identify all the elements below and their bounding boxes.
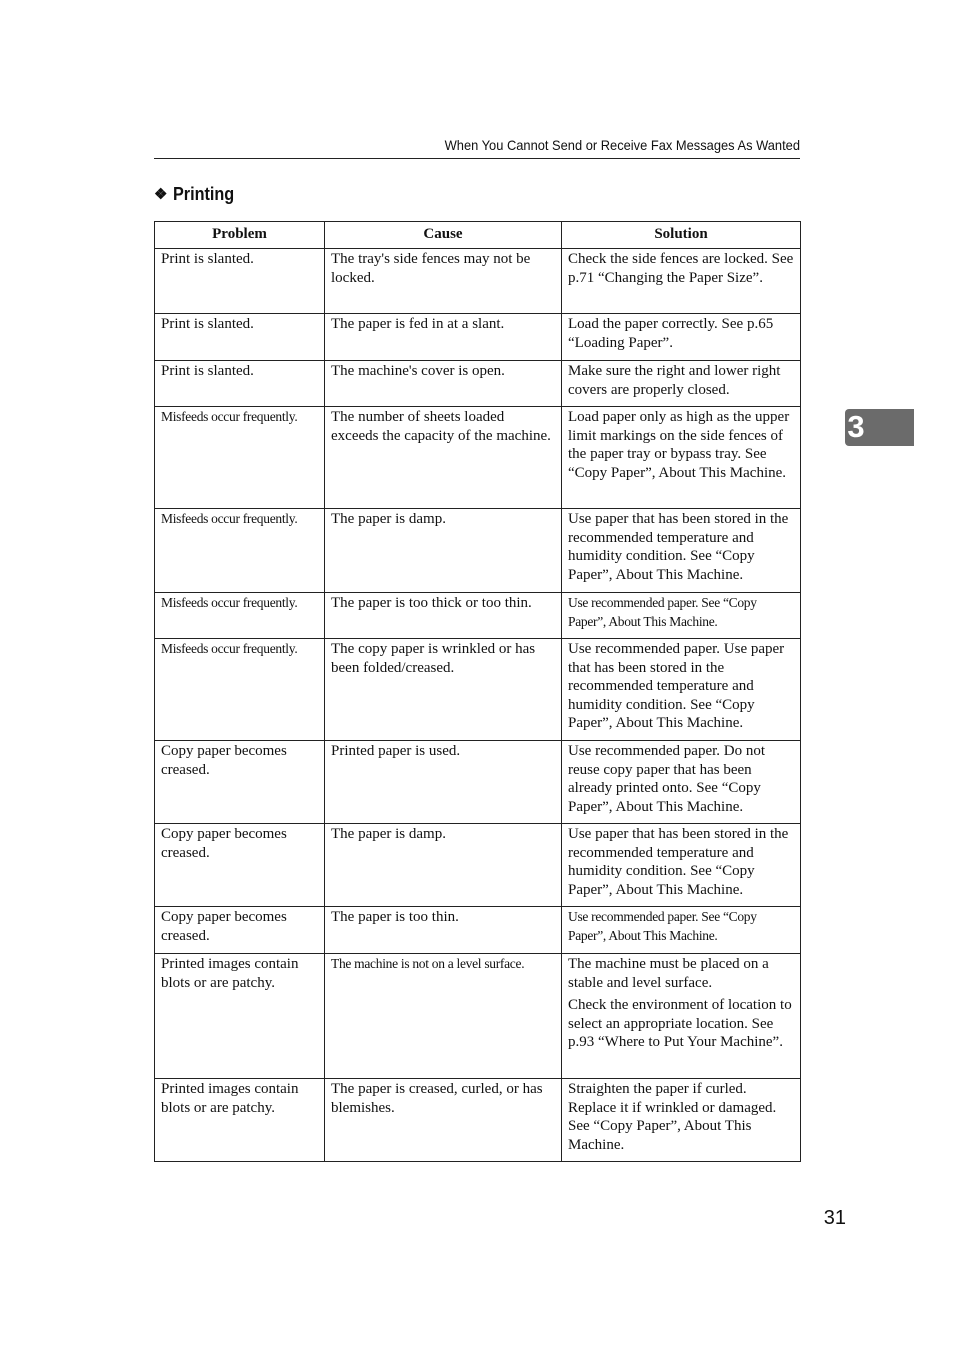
problem-text: Misfeeds occur frequently.	[161, 595, 298, 610]
solution-text: The machine must be placed on a stable and level surface.	[568, 956, 769, 991]
cause-text: The machine is not on a level surface.	[331, 956, 525, 971]
table-body	[155, 249, 801, 1162]
problem-cell	[155, 639, 325, 741]
chapter-number: 3	[847, 409, 865, 444]
solution-text: Straighten the paper if curled. Replace it if wrinkled or damaged. See “Copy Paper”, About This Machine.	[568, 1081, 777, 1153]
problem-cell	[155, 593, 325, 639]
solution-text: Use recommended paper. Do not reuse copy paper that has been already printed onto. See “Copy Paper”, About This Machine.	[568, 743, 766, 815]
column-header-solution: Solution	[562, 222, 801, 249]
problem-text: Print is slanted.	[161, 316, 254, 332]
solution-text: Check the environment of location to select an appropriate location. See p.93 “Where to Put Your Machine”.	[568, 997, 792, 1050]
problem-text: Misfeeds occur frequently.	[161, 641, 298, 656]
problem-text: Copy paper becomes creased.	[161, 909, 287, 944]
solution-cell	[562, 509, 801, 593]
cause-cell	[325, 407, 562, 509]
solution-text: Use recommended paper. See “Copy Paper”, About This Machine.	[568, 909, 757, 943]
cause-text: The paper is damp.	[331, 826, 446, 842]
solution-text: Use paper that has been stored in the recommended temperature and humidity condition. See “Copy Paper”, About This Machine.	[568, 511, 789, 583]
table-row	[155, 639, 801, 741]
cause-cell	[325, 593, 562, 639]
cause-cell	[325, 509, 562, 593]
problem-text: Print is slanted.	[161, 251, 254, 267]
cause-cell	[325, 954, 562, 1079]
problem-text: Misfeeds occur frequently.	[161, 409, 298, 424]
cause-cell	[325, 824, 562, 907]
solution-text: Use recommended paper. See “Copy Paper”, About This Machine.	[568, 595, 757, 629]
table-row	[155, 509, 801, 593]
problem-text: Print is slanted.	[161, 363, 254, 379]
table-row	[155, 361, 801, 407]
cause-text: Printed paper is used.	[331, 743, 461, 759]
section-heading	[154, 184, 241, 205]
table-row	[155, 1079, 801, 1162]
cause-cell	[325, 249, 562, 314]
cause-text: The number of sheets loaded exceeds the capacity of the machine.	[331, 409, 551, 444]
cause-cell	[325, 361, 562, 407]
solution-cell	[562, 249, 801, 314]
problem-text: Printed images contain blots or are patchy.	[161, 1081, 299, 1116]
troubleshooting-table	[154, 221, 801, 1162]
column-header-cause: Cause	[325, 222, 562, 249]
problem-cell	[155, 741, 325, 824]
table-row	[155, 407, 801, 509]
problem-text: Copy paper becomes creased.	[161, 743, 287, 778]
table-row	[155, 824, 801, 907]
cause-text: The paper is too thin.	[331, 909, 459, 925]
column-header-problem: Problem	[155, 222, 325, 249]
solution-cell	[562, 361, 801, 407]
solution-cell	[562, 1079, 801, 1162]
table-row	[155, 593, 801, 639]
problem-text: Misfeeds occur frequently.	[161, 511, 298, 526]
table-header-row	[155, 222, 801, 249]
problem-cell	[155, 1079, 325, 1162]
problem-cell	[155, 249, 325, 314]
problem-cell	[155, 361, 325, 407]
solution-cell	[562, 907, 801, 954]
cause-text: The paper is fed in at a slant.	[331, 316, 505, 332]
cause-cell	[325, 639, 562, 741]
running-header: When You Cannot Send or Receive Fax Messages As Wanted	[444, 137, 800, 153]
chapter-tab	[845, 409, 914, 446]
solution-cell	[562, 741, 801, 824]
solution-text: Use recommended paper. Use paper that has been stored in the recommended temperature and humidity condition. See “Copy Paper”, About This Machine.	[568, 641, 785, 731]
solution-text: Load the paper correctly. See p.65 “Loading Paper”.	[568, 316, 774, 351]
section-title: Printing	[173, 184, 235, 204]
cause-text: The paper is damp.	[331, 511, 446, 527]
diamond-bullet-icon: ❖	[154, 186, 168, 203]
cause-cell	[325, 314, 562, 361]
cause-cell	[325, 741, 562, 824]
problem-cell	[155, 824, 325, 907]
cause-text: The machine's cover is open.	[331, 363, 505, 379]
problem-cell	[155, 907, 325, 954]
problem-cell	[155, 407, 325, 509]
page-number: 31	[823, 1207, 846, 1229]
problem-cell	[155, 314, 325, 361]
problem-text: Copy paper becomes creased.	[161, 826, 287, 861]
table-row	[155, 907, 801, 954]
solution-cell	[562, 593, 801, 639]
table-row	[155, 314, 801, 361]
problem-cell	[155, 954, 325, 1079]
solution-cell	[562, 639, 801, 741]
cause-text: The copy paper is wrinkled or has been folded/creased.	[331, 641, 536, 676]
problem-cell	[155, 509, 325, 593]
solution-text: Check the side fences are locked. See p.71 “Changing the Paper Size”.	[568, 251, 794, 286]
cause-cell	[325, 907, 562, 954]
header-rule	[154, 158, 800, 159]
table-row	[155, 249, 801, 314]
table-row	[155, 741, 801, 824]
problem-text: Printed images contain blots or are patchy.	[161, 956, 299, 991]
solution-cell	[562, 314, 801, 361]
table-row	[155, 954, 801, 1079]
cause-cell	[325, 1079, 562, 1162]
solution-cell	[562, 954, 801, 1079]
cause-text: The paper is too thick or too thin.	[331, 595, 532, 611]
solution-cell	[562, 824, 801, 907]
cause-text: The paper is creased, curled, or has blemishes.	[331, 1081, 543, 1116]
solution-text: Use paper that has been stored in the recommended temperature and humidity condition. See “Copy Paper”, About This Machine.	[568, 826, 789, 898]
solution-cell	[562, 407, 801, 509]
solution-text: Load paper only as high as the upper limit markings on the side fences of the paper tray or bypass tray. See “Copy Paper”, About This Machine.	[568, 409, 790, 481]
cause-text: The tray's side fences may not be locked.	[331, 251, 531, 286]
solution-text: Make sure the right and lower right covers are properly closed.	[568, 363, 781, 398]
